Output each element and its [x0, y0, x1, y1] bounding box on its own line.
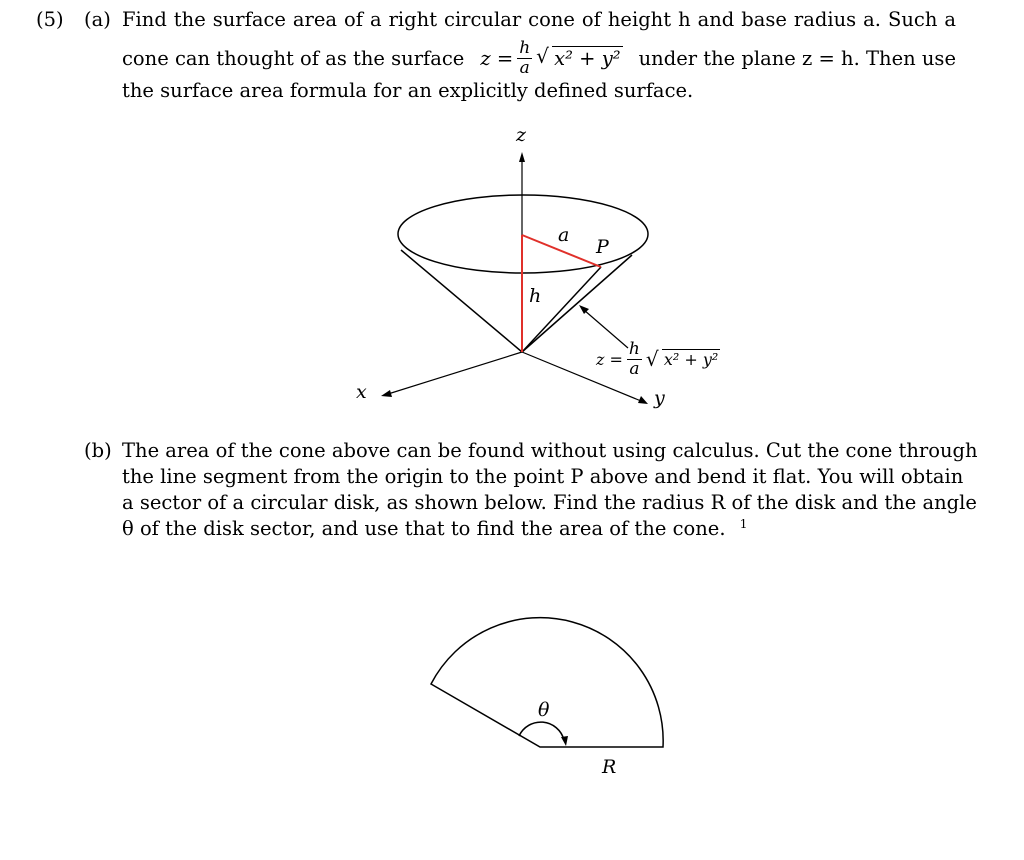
cone-eq-radicand: x² + y² — [663, 350, 719, 369]
y-axis-arrowhead-icon — [638, 396, 648, 404]
sqrt-sign-icon: √ — [536, 43, 549, 68]
sector-outline — [431, 618, 663, 747]
part-b-label: (b) — [84, 439, 112, 462]
surface-eq-radicand: x² + y² — [554, 46, 621, 70]
part-b-line-2: the line segment from the origin to the point P above and bend it flat. You will obtain — [122, 465, 964, 488]
cone-eq-fraction — [627, 341, 642, 378]
part-b-line-4 — [122, 512, 747, 546]
surface-eq-denominator: a — [519, 58, 530, 78]
z-axis-arrowhead-icon — [519, 152, 525, 162]
part-b-line-1: The area of the cone above can be found without using calculus. Cut the cone through — [122, 439, 978, 462]
part-a-line-2-pre: cone can thought of as the surface — [122, 46, 465, 70]
part-a-line-2-post: under the plane z = h. Then use — [638, 46, 956, 70]
surface-eq-lhs: z = — [480, 46, 514, 70]
theta-arrowhead-icon — [561, 736, 568, 746]
y-axis-label: y — [654, 387, 665, 409]
x-axis-arrowhead-icon — [381, 390, 392, 397]
cone-eq-numerator: h — [628, 339, 640, 359]
part-b-line-4-text: θ of the disk sector, and use that to find the area of the cone. — [122, 517, 726, 540]
point-p-label: P — [596, 236, 609, 258]
z-axis-label: z — [516, 124, 527, 146]
x-axis-label: x — [356, 381, 367, 403]
cone-side-left — [401, 250, 522, 352]
footnote-marker: 1 — [739, 516, 748, 531]
cone-surface-equation — [596, 341, 720, 378]
part-a-line-3: the surface area formula for an explicitly defined surface. — [122, 79, 694, 102]
sector-radius-label: R — [602, 756, 617, 778]
x-axis — [388, 352, 522, 394]
part-b-line-3: a sector of a circular disk, as shown below. Find the radius R of the disk and the angle — [122, 491, 977, 514]
cone-eq-denominator: a — [629, 359, 640, 379]
surface-eq-numerator: h — [519, 38, 531, 58]
theta-arc — [519, 722, 564, 740]
height-label: h — [529, 285, 542, 307]
cone-sqrt-sign-icon: √ — [645, 347, 659, 371]
cone-eq-lhs: z = — [596, 350, 623, 369]
theta-label: θ — [538, 699, 550, 721]
part-a-line-1: Find the surface area of a right circular cone of height h and base radius a. Such a — [122, 8, 956, 31]
cone-eq-sqrt — [645, 347, 720, 371]
radius-label: a — [558, 224, 570, 246]
part-a-label: (a) — [84, 8, 111, 31]
problem-number: (5) — [36, 8, 64, 31]
cut-segment — [522, 267, 601, 352]
